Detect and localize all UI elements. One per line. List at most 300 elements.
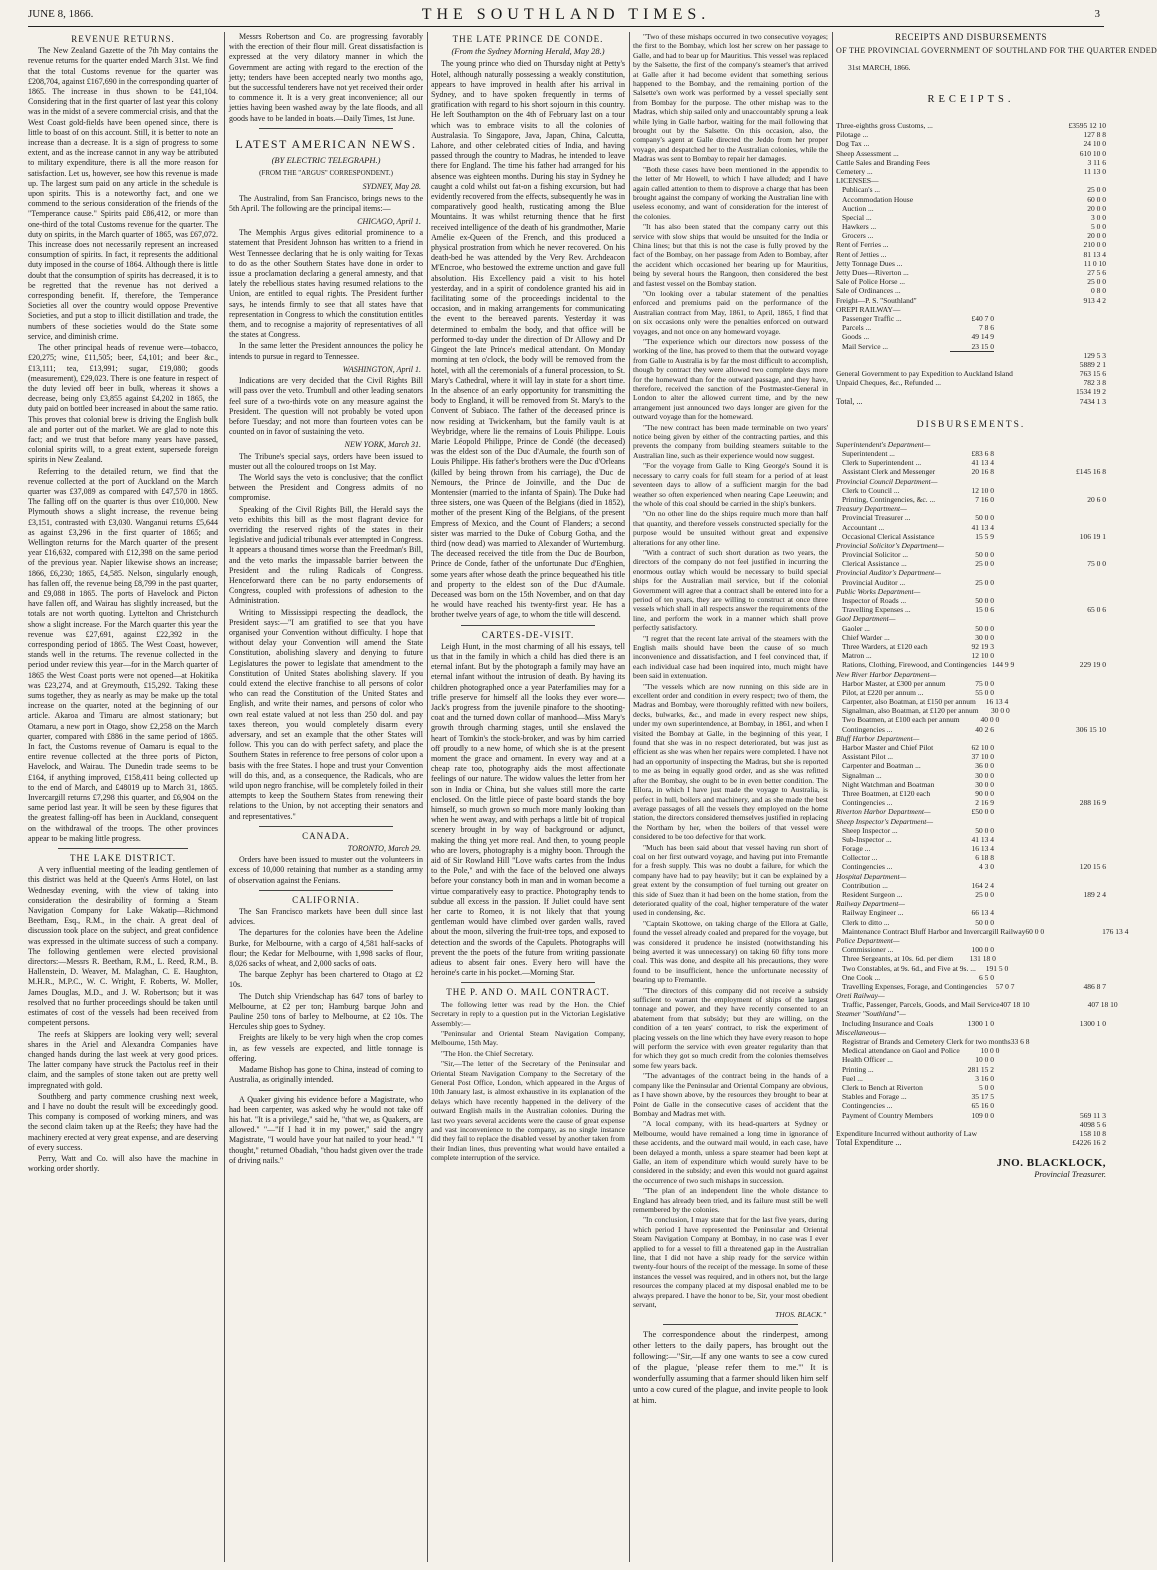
column-rule <box>832 32 833 1562</box>
account-total <box>1052 881 1106 890</box>
account-label: Railway Engineer ... <box>842 908 904 918</box>
account-amount: 50 0 0 <box>975 513 994 523</box>
account-amount: 35 17 5 <box>971 1092 994 1102</box>
account-label: Three-eighths gross Customs, ... <box>836 121 933 130</box>
account-total: 4098 5 6 <box>1079 1119 1106 1129</box>
account-total <box>1052 817 1106 826</box>
statement-heading: RECEIPTS AND DISBURSEMENTS <box>894 32 1048 42</box>
article-paragraph: "Both these cases have been mentioned in the appendix to the letter of Mr Howell, to which I have alluded; and I have again called attention to them to disprove a charge that has been brought against the company of working the Australian line with useless economy, and want of consideration for the interest of the colonies. <box>633 164 828 221</box>
account-row <box>836 633 1106 642</box>
account-row <box>836 1055 1106 1064</box>
account-total: 25 0 0 <box>1087 185 1106 195</box>
account-row <box>836 1019 1106 1028</box>
account-total <box>1052 743 1106 752</box>
account-label: Police Department— <box>836 935 900 945</box>
account-total: 11 13 0 <box>1083 166 1106 176</box>
account-row <box>836 332 1106 341</box>
account-amount: 2 16 9 <box>975 798 994 808</box>
account-label: Provincial Treasurer ... <box>842 513 911 523</box>
account-row <box>836 743 1106 752</box>
account-total <box>1057 1046 1106 1055</box>
section-divider <box>259 826 393 827</box>
account-total <box>1052 679 1106 688</box>
account-label: Public Works Department— <box>836 586 921 596</box>
account-amount <box>950 899 994 908</box>
section-divider <box>259 890 393 891</box>
account-label: Three Sergeants, at 10s. 6d. per diem <box>842 954 954 964</box>
account-total: 210 0 0 <box>1083 240 1106 250</box>
article-paragraph: "For the voyage from Galle to King George's Sound it is necessary to carry coals for full steam for a period of at least seventeen days to allow of a sufficient margin for the bad weather so often experienced when nearing Cape Leeuwin; and the whole of this coal should be carried in the ship's bunkers. <box>633 461 828 508</box>
article-paragraph: The other principal heads of revenue were—tobacco, £20,275; wine, £11,505; beer, £4,101; and beer &c., £13,111; tea, £13,991; sugar, £19,080; goods (measurement), £29,023. There is one feature in respect of the duty levied off beer in bulk, whereas it shows a decrease, being only £3,855 against £4,202 in 1865, the duty paid on bottled beer increased in about the same ratio. This proves that colonial brew is driving the English bulk ale and porter out of the market. We are glad to note this fact; and we trust that before many years have passed, colonial spirits will, to a great extent, supersede foreign spirits in New Zealand. <box>28 343 218 465</box>
page-number: 3 <box>1094 8 1100 20</box>
account-label: General Government to pay Expedition to Auckland Island <box>836 369 1013 379</box>
account-label: Two Constables, at 9s. 6d., and Five at 9s. ... <box>842 963 976 973</box>
article-paragraph: Madame Bishop has gone to China, instead of coming to Australia, as originally intended. <box>229 1065 423 1085</box>
account-label: Travelling Expenses ... <box>842 605 911 615</box>
account-amount: 407 18 10 <box>999 1000 1030 1010</box>
account-total <box>1052 1009 1106 1018</box>
account-total: 24 10 0 <box>1083 139 1106 149</box>
account-row <box>836 1037 1106 1046</box>
account-total: 1534 19 2 <box>1076 387 1106 397</box>
account-label: One Cook ... <box>842 972 881 982</box>
account-amount <box>977 1129 1009 1138</box>
account-row <box>836 761 1106 770</box>
account-amount: 40 0 0 <box>980 715 1000 725</box>
department-row <box>836 504 1106 513</box>
account-label <box>836 351 950 360</box>
account-label: Provincial Auditor ... <box>842 577 906 587</box>
article-paragraph: "On looking over a tabular statement of the penalties enforced and premiums paid on the performance of the Australian contract from May, 1861, to April, 1865, I find that on six occasions only were the penalties enforced on outward voyages, and not once on any homeward voyage. <box>633 288 828 336</box>
account-amount: 30 0 0 <box>991 706 1010 716</box>
account-total <box>1052 513 1106 522</box>
account-amount: 40 2 6 <box>975 724 994 734</box>
department-row <box>836 807 1106 816</box>
account-label: Health Officer ... <box>842 1055 893 1065</box>
masthead <box>28 6 1104 27</box>
account-row <box>836 486 1106 495</box>
account-row <box>836 605 1106 614</box>
account-label: Contingencies ... <box>842 862 893 872</box>
account-amount: 33 6 8 <box>1010 1037 1030 1046</box>
account-amount: 75 0 0 <box>975 678 994 688</box>
account-label: Gaoler ... <box>842 623 870 633</box>
account-total: 75 0 0 <box>1087 559 1106 569</box>
account-label: Rations, Clothing, Firewood, and Contingencies <box>842 660 987 670</box>
account-amount <box>950 378 994 387</box>
account-total: 20 6 0 <box>1087 494 1106 504</box>
account-label: Resident Surgeon ... <box>842 890 903 899</box>
account-row <box>836 1065 1106 1074</box>
financial-statement <box>836 32 1157 1562</box>
section-divider <box>58 848 188 849</box>
article-paragraph: The Dutch ship Vriendschap has 647 tons of barley to Melbourne, at £2 per ton; Hamburg barque John and Pauline 250 tons of barley to Melbourne, at £2 10s. The Hercules ship goes to Sydney. <box>229 991 423 1032</box>
account-label: Rent of Ferries ... <box>836 240 889 250</box>
account-label: Accountant ... <box>842 522 885 532</box>
account-label: New River Harbor Department— <box>836 669 937 679</box>
account-amount: 10 0 0 <box>975 1055 994 1065</box>
account-label: Printing ... <box>842 1064 874 1074</box>
account-total: 288 16 9 <box>1079 798 1106 808</box>
account-row <box>836 706 1106 715</box>
account-amount: 20 16 8 <box>971 467 994 477</box>
account-amount <box>950 130 994 139</box>
account-amount <box>950 936 994 945</box>
account-amount: 6 18 8 <box>975 853 994 863</box>
article-paragraph: The correspondence about the rinderpest, among other letters to the daily papers, has brought out the following:—"Sir,—If any one wants to see a cow cured of the plague, 'please refer them to me.'" It is wonderfully assuming that a farmer should liken him self unto a cow cured of the plague, and invite people to look at him. <box>633 1328 828 1405</box>
dateline: TORONTO, March 29. <box>347 844 421 854</box>
account-label: Dog Tax ... <box>836 139 870 149</box>
account-amount: 25 0 0 <box>975 559 994 569</box>
account-label: Passenger Traffic ... <box>842 313 902 323</box>
account-total: 763 15 6 <box>1079 369 1106 379</box>
account-label: Harbor Master, at £300 per annum <box>842 678 946 688</box>
article-paragraph: Southberg and party commence crushing next week, and I have no doubt the result will be exceedingly good. This company is composed of working miners, and was the second claim taken up at the Reefs; they have had the machinery erected at very great expense, and are deserving of every success. <box>28 1091 218 1152</box>
account-amount: 49 14 9 <box>971 332 994 342</box>
account-total <box>1052 504 1106 513</box>
account-label: Matron ... <box>842 651 872 661</box>
account-row <box>836 1111 1106 1120</box>
account-amount <box>950 296 994 305</box>
article-paragraph: Indications are very decided that the Civil Rights Bill will pass over the veto. Trumbull and other leading senators feel sure of a two-thirds vote on any measure against the President. The question will not probably be voted upon before Tuesday; and not more than fourteen votes can be counted on in favor of sustaining the veto. <box>229 376 423 437</box>
account-label: Pilot, at £220 per annum ... <box>842 687 924 697</box>
article-paragraph: "Captain Skottowe, on taking charge of the Ellora at Galle, found the vessel already coaled and prepared for the voyage, but was considered it prudence he insisted (notwithstanding his being averted it was unnecessary) on taking 60 fifty tons more coal. This was done, and despite all his precautions, they were found to be insufficient, hence the unfortunate necessity of bearing up to Fremantle. <box>633 918 828 985</box>
account-amount: £50 0 0 <box>971 807 994 817</box>
account-total <box>1087 1037 1106 1046</box>
article-paragraph: The Memphis Argus gives editorial prominence to a statement that President Johnson has written to a friend in West Tennessee declaring that he is only waiting for Texas to do as the other Southern States have done in order to issue a proclamation declaring a general amnesty, and that lately the rebellious states having resumed relations to the Union, are entitled to equal rights. The President further says, he intends firmly to see that all states have that representation in Congress to which the constitution entitles them, and to recognise a majority of representatives of all the states at Congress. <box>229 228 423 340</box>
account-label: Total, ... <box>836 396 863 406</box>
account-label: Night Watchman and Boatman <box>842 779 935 789</box>
article-paragraph: "Sir,—The letter of the Secretary of the Peninsular and Oriental Steam Navigation Company to the Secretary of the General Post Office, London, which appeared in the Argus of 10th January last, is almost exhaustive in its explanation of the delays which have recently happened in the delivery of the outward English mails in the Australian colonies. During the last two years several accidents were the cause of great expense and vast inconvenience to the company, as no single instance did they fail to replace the disabled vessel by another taken from their Indian lines, thus preventing what would have entailed a complete interruption of the service. <box>431 1059 625 1163</box>
account-total: 11 0 10 <box>1083 258 1106 268</box>
article-paragraph: Leigh Hunt, in the most charming of all his essays, tell us that in the family in which a child has died there is an eternal infant. But by the photograph a family may have an eternal infant without the intrusion of death. By having its children photographed once a year Paterfamilies may for a trifle preserve for himself all the looks they ever wore—Jack's progress from the juvenile pinafore to the shooting-coat and the turned down collar of manhood—Miss Mary's growth through charming stages, until she enslaved the heart of Tomkin's the stock-broker, and was by him carried off proudly to a new home, of which she is at the present moment the grace and ornament. In every way and at a cheap rate too, photography aids the most affectionate feelings of our nature. The widow values the letter from her son in India or China, but she values still more the carte enclosed. On the little piece of paste board stands the boy himself, so much grown so much more manly looking than when he went away, and with perhaps a little bit of tropical scenery brought in by way of background or adjunct, making the thing yet more real. And then, to young people who are lovers, photography is a mighty boon. Through the aid of Sir Rowland Hill "Love wafts cartes from the Indus to the Pole," and with the face of the beloved one always before your constancy both in man and in woman become a virtue comparatively easy to practice. Photography tends to subdue all excess in the passion. If Juliet could have sent her carte to Romeo, it is not likely that that young gentleman would have climbed over garden walls, raved about the moon, silvering the fruit-tree tops, and exposed to detection and the swords of the Capulets. Photographs will prevent the the poets of the future from writing passionate adieus to absent fair ones. Every hero will have the heroine's carte in his pocket.—Morning Star. <box>431 641 625 978</box>
account-label: Superintendent ... <box>842 449 895 458</box>
account-label: Bluff Harbor Department— <box>836 733 920 743</box>
article-paragraph: The Australind, from San Francisco, brings news to the 5th April. The following are the principal items:— <box>229 193 423 213</box>
account-row <box>836 853 1106 862</box>
department-row <box>836 440 1106 449</box>
account-row <box>836 1046 1106 1055</box>
article-paragraph: "It has also been stated that the company carry out this service with slow ships that would be unsuited for the India or China lines; but that this is not the case is fully proved by the fact of the Bombay, on her passage from Aden to Bombay, after the accident which occasioned her bearing up for Mauritius, being by several hours the Rangoon, then considered the best and fastest vessel on the Bombay station. <box>633 222 828 288</box>
account-total <box>1052 1028 1106 1037</box>
account-amount: 15 0 6 <box>975 605 994 615</box>
article-paragraph: The Tribune's special says, orders have been issued to muster out all the coloured troops on 1st May. <box>229 451 423 471</box>
account-row <box>836 624 1106 633</box>
account-amount: 37 10 0 <box>971 752 994 762</box>
account-total <box>1052 853 1106 862</box>
account-label: Superintendent's Department— <box>836 439 931 449</box>
account-amount: 30 0 0 <box>975 779 994 789</box>
account-total: 306 15 10 <box>1076 724 1106 734</box>
account-total <box>1052 642 1106 651</box>
account-row <box>836 369 1106 378</box>
article-heading-cartes: CARTES-DE-VISIT. <box>481 629 575 640</box>
account-amount <box>950 477 994 486</box>
account-total <box>1052 614 1106 623</box>
account-row <box>836 1138 1106 1147</box>
column-2 <box>229 32 423 1562</box>
account-row <box>836 149 1106 158</box>
account-label: Steamer "Southland"— <box>836 1009 906 1019</box>
account-total: 0 8 0 <box>1091 286 1106 296</box>
account-amount: 41 13 4 <box>971 834 994 844</box>
account-label: Railway Department— <box>836 899 905 909</box>
account-row <box>836 360 1106 369</box>
section-divider <box>259 128 393 129</box>
article-paragraph: Messrs Robertson and Co. are progressing favorably with the erection of their flour mill. Great dissatisfaction is expressed at the very dilatory manner in which the Government are acting with regard to the erection of the jetty; tenders have been accepted nearly two months ago, but the successful tenderers have not yet received their order to commence it. It is a very great inconvenience; all our jetties having been washed away by the late floods, and all goods have to be landed in boats.—Daily Times, 1st June. <box>229 32 423 123</box>
account-row <box>836 222 1106 231</box>
article-paragraph: "The experience which our directors now possess of the working of the line, has proved to them that the outward voyage from Galle to Australia is by far the most difficult to accomplish, though by contract they were allowed two complete days more for the homeward than for the outward passage, and they have, therefore, received the sanction of the Postmaster-General in London to alter the allowed current time, and by the new arrangement just announced two days longer are given for the outward voyage than for the homeward. <box>633 337 828 422</box>
account-total <box>1068 706 1106 715</box>
account-row <box>836 679 1106 688</box>
account-label: Contingencies ... <box>842 798 893 808</box>
account-label: Sheep Assessment ... <box>836 148 899 158</box>
article-paragraph: "The directors of this company did not receive a subsidy sufficient to warrant the employment of ships of the largest tonnage and power, and they have recently consented to an abatement from that subsidy; but they are willing, on the condition of a ten years' contract, to risk the experiment of placing vessels on the line which they have every reason to hope will perform the service with even greater regularity than that for which they got so much credit from the colonies themselves some few years back. <box>633 985 828 1070</box>
account-total <box>1052 578 1106 587</box>
account-amount: 4 3 0 <box>979 862 994 872</box>
account-amount <box>950 286 994 295</box>
account-label: Including Insurance and Coals <box>842 1018 934 1028</box>
account-amount: 90 0 0 <box>975 788 994 798</box>
account-row <box>836 642 1106 651</box>
account-amount: 23 15 0 <box>971 341 994 351</box>
account-amount: 30 0 0 <box>975 632 994 642</box>
account-label: Contribution ... <box>842 880 888 890</box>
account-total: 106 19 1 <box>1079 531 1106 541</box>
account-row <box>836 250 1106 259</box>
account-amount: 15 5 9 <box>975 531 994 541</box>
account-row <box>836 195 1106 204</box>
account-row <box>836 918 1106 927</box>
article-heading-mail: THE P. AND O. MAIL CONTRACT. <box>446 987 610 998</box>
account-row <box>836 881 1106 890</box>
account-label: Registrar of Brands and Cemetery Clerk for two months <box>842 1037 1011 1046</box>
department-row <box>836 568 1106 577</box>
account-label: Forage ... <box>842 844 871 854</box>
account-row <box>836 449 1106 458</box>
account-row <box>836 798 1106 807</box>
account-amount: 62 10 0 <box>971 743 994 752</box>
article-paragraph: Writing to Mississippi respecting the deadlock, the President says:—"I am gratified to see that you have organised your Convention without difficulty. I hope that without delay your Convention will amend the State Constitution, abolishing slavery and denying to future Legislatures the power to legislate that amendment to the Constitution of United States abolishing slavery. If you could extend the elective franchise to all persons of color who can read the Constitution of the United States and English, and write their names, and persons of color who own real estate valued at not less than 250 dol. and pay taxes thereon, you would completely disarm every adversary, and set an example that the other States will follow. This you can do with perfect safety, and place the Southern States in reference to free persons of color upon a basis with the free States. I hope and trust your Convention will do this, and, as a consequence, the Radicals, who are wild upon negro franchise, will be completely foiled in their attempts to keep the Southern States from renewing their relations to the Union, by not accepting their senators and and representatives." <box>229 607 423 821</box>
account-total <box>1052 1074 1106 1083</box>
account-row <box>836 1129 1106 1138</box>
account-label: Hospital Department— <box>836 871 907 881</box>
account-total <box>1052 752 1106 761</box>
article-paragraph: The young prince who died on Thursday night at Petty's Hotel, although naturally possessing a weakly constitution, appears to have improved in health after his arrival in Sydney, and to have spoken frequently in terms of gratification with regard to his short sojourn in this country. He left Southampton on the 4th of February last on a tour which was to embrace visits to all the colonies of Australasia. To Singapore, Java, Japan, China, Calcutta, Lahore, and other celebrated cities of India, and having passed through the country to Madras, he intended to leave there for England. The time his father had arranged for his absence was eighteen months. During his stay in Sydney he caught a cold whilst out fat-on a fishing excursion, but had evidently recovered from the effects, subsequently he was in comparatively good health, rusticating among the Blue Mountains. It was whilst returning thence that he first received intelligence of the death of his grandmother, Marie Amélie ex-Queen of the French, and this produced a physical prostration from which he never recovered. On his death-bed he was attended by the Very Rev. Archdeacon M'Encroe, who bestowed the extreme unction and gave full absolution. His Excellency paid a visit to his hotel yesterday, and in a spirit of condolence granted his aid in facilitating some of the proceedings incidental to the occasion, and in making arrangements for communicating the event to the bereaved parents. Yesterday it was determined to embalm the body, and that office will be performed to-day under the direction of Dr Allowy and Dr Gingeot the late Prince's medical attendant. On Monday morning at ten o'clock, the body will be removed from the hotel, with all the ceremonials of a funeral procession, to St. Mary's Cathedral, where it will lay in state for a short time. In the absence of an early opportunity for transmitting the body to England, it will be removed from St. Mary's to the Convent of Subiaco. The father of the deceased prince is now residing at Twickenham, but the family vault is at Weybridge, where lie the remains of Louis Philippe. Louis Marie Léopold Philippe, Prince de Condé (the deceased) was the eldest son of the Duc d'Aumale, the fourth son of Louis Philippe. His father's brothers were the Duc d'Orleans (killed by being thrown from his carriage), the Duc de Nemours, the Prince de Joinville, and the Duc de Montensier (married to the infanta of Spain). The Duke had three sisters, one was Queen of the Belgians (died in 1852), mother of the present King of the Belgians, of the present Empress of Mexico, and the Count of Flanders; a second sister was married to the Duke of Coburg Gotha, and the third (now dead) was married to Alexander of Wurtemburg. The deceased received the title from the Duc de Bourbon, Prince de Conde, father of the unfortunate Duc d'Enghien, some years after whose death the prince bequeathed his title and property to the eldest son of the Duc d'Aumale. Deceased was born on the 15th November, and on that day he would have reached his twenty-first year. He has a brother twelve years of age, to whom the title will descend. <box>431 59 625 620</box>
account-row <box>836 660 1106 669</box>
account-row <box>836 167 1106 176</box>
account-total <box>1052 1055 1106 1064</box>
account-label: Special ... <box>842 212 872 222</box>
account-total <box>1052 688 1106 697</box>
account-row <box>836 204 1106 213</box>
account-total <box>1052 1101 1106 1110</box>
account-label: Stables and Forage ... <box>842 1092 907 1102</box>
account-amount <box>950 195 994 204</box>
account-row <box>836 296 1106 305</box>
column-rule <box>427 32 428 1562</box>
column-1 <box>28 32 218 1562</box>
account-row <box>836 305 1106 314</box>
article-paragraph: Referring to the detailed return, we find that the revenue collected at the port of Auckland on the March quarter was £37,089 as compared with £47,570 in 1865. The falling off on the quarter is thus over £10,000. New Plymouth shows a slight increase, the revenue being £3,151, contrasted with £3,030. Wanganui returns £5,644 as against £3,296 in the first quarter of 1865; and Wellington returns for the March quarter of the present year £16,632, compared with £12,398 on the same period of the previous year. Napier likewise shows an increase; 1866, £6,230; 1865, £4,585. Nelson, singularly enough, has fallen off, the revenue being £8,799 in the past quarter, and £9,088 in 1865. The ports of Havelock and Picton have fallen off, and Wairau has slightly increased, but the totals are not worth quoting. Lyttelton and Christchurch show a slight increase. For the March quarter this year the revenue was £27,691, against £22,392 in the corresponding period of 1865. The West Coast, however, stands well in the returns. The revenue collected in the period under review this year—for in the March quarter of 1865 the West Coast ports were not opened—at Hokitika was £23,274, and at Greymouth, £15,292. Taking these sums together, they as nearly as may be make up the total increase on the quarter, noted at the beginning of our article. Akaroa and Timaru are almost stationary; but Otamaru, a new port in Otago, show £2,258 on the March quarter, compared with £886 in the same period of 1865. In fact, the Customs revenue of Oamaru is equal to the entire revenue collected at the three ports of Picton, Havelock, and Wairau. The Dunedin trade seems to be £164, if anything improved, £158,411 being collected up to the end of March, and £48019 up to March 31, 1865. Invercargill returns £7,298 this quarter, and £6,904 on the same period last year. It will be seen by these figures that the greatest falling-off has been in Auckland, consequent on the withdrawal of the troops. The other provinces appear to be making little progress. <box>28 466 218 843</box>
account-amount: 3 16 0 <box>975 1073 994 1083</box>
account-label: Cemetery ... <box>836 166 873 176</box>
account-total <box>1052 670 1106 679</box>
account-amount: 50 0 0 <box>975 623 994 633</box>
account-total <box>1052 477 1106 486</box>
account-row <box>836 559 1106 568</box>
treasurer-title: Provincial Treasurer. <box>1034 1169 1106 1180</box>
account-row <box>836 1083 1106 1092</box>
account-total: 782 3 8 <box>1083 378 1106 388</box>
account-amount <box>950 139 994 148</box>
account-amount <box>950 250 994 259</box>
account-total <box>1052 807 1106 816</box>
account-total: 158 10 8 <box>1079 1128 1106 1138</box>
account-total <box>1052 908 1106 917</box>
account-row <box>836 314 1106 323</box>
account-label: Accommodation House <box>842 194 914 204</box>
account-amount: £83 6 8 <box>971 449 994 458</box>
account-amount: 50 0 0 <box>975 596 994 605</box>
account-amount <box>950 817 994 826</box>
account-row <box>836 387 1106 396</box>
column-rule <box>629 32 630 1562</box>
account-total <box>1052 568 1106 577</box>
account-label: Pilotage ... <box>836 130 869 140</box>
account-total <box>1052 826 1106 835</box>
account-amount <box>950 1009 994 1018</box>
account-amount <box>950 397 994 406</box>
account-row <box>836 752 1106 761</box>
department-row <box>836 1028 1106 1037</box>
account-row <box>836 176 1106 185</box>
article-heading-revenue: REVENUE RETURNS. <box>71 34 175 44</box>
account-amount <box>950 670 994 679</box>
account-label: Freight—P. S. "Southland" <box>836 295 917 305</box>
account-label: Expenditure Incurred without authority of Law <box>836 1128 977 1138</box>
account-label: Sale of Ordinances ... <box>836 286 901 296</box>
account-total <box>1052 176 1106 185</box>
account-amount <box>950 1120 994 1129</box>
account-label: Contingencies ... <box>842 724 893 734</box>
department-row <box>836 1009 1106 1018</box>
column-4 <box>633 32 828 1562</box>
account-row <box>836 945 1106 954</box>
column-3 <box>431 32 625 1562</box>
account-amount <box>1013 369 1022 378</box>
account-row <box>836 844 1106 853</box>
account-label: Traffic, Passenger, Parcels, Goods, and Mail Service <box>842 1000 1000 1010</box>
account-total: £3595 12 10 <box>1068 121 1106 130</box>
account-amount <box>950 185 994 194</box>
account-total: 5 0 0 <box>1091 222 1106 232</box>
account-label: Clerk to ditto ... <box>842 917 890 927</box>
account-label: Cattle Sales and Branding Fees <box>836 157 930 167</box>
article-subheading: (BY ELECTRIC TELEGRAPH.) <box>271 155 381 166</box>
account-row <box>836 890 1106 899</box>
account-amount: 1300 1 0 <box>967 1018 994 1028</box>
account-amount <box>950 1028 994 1037</box>
account-row <box>836 513 1106 522</box>
account-row <box>836 286 1106 295</box>
article-paragraph: "On no other line do the ships require much more than half that quantity, and therefore vessels constructed specially for the purpose would be unsuited without great and expensive alterations for any other line. <box>633 509 828 547</box>
letter-address: "The Hon. the Chief Secretary. <box>441 1048 534 1058</box>
account-label: Sub-Inspector ... <box>842 834 892 844</box>
account-amount: 50 0 0 <box>975 550 994 560</box>
account-label: Sale of Police Horse ... <box>836 277 905 287</box>
account-amount <box>950 872 994 881</box>
issue-date: JUNE 8, 1866. <box>28 8 94 20</box>
account-amount: 12 10 0 <box>971 485 994 495</box>
account-row <box>836 780 1106 789</box>
account-total <box>1052 624 1106 633</box>
account-total <box>1052 761 1106 770</box>
account-label: Signalman ... <box>842 770 882 780</box>
account-row <box>836 240 1106 249</box>
account-row <box>836 523 1106 532</box>
account-amount <box>950 991 994 1000</box>
account-total <box>1052 936 1106 945</box>
account-amount: 30 0 0 <box>975 770 994 780</box>
article-paragraph: "The plan of an independent line the whole distance to England has already been tried, and its failure must still be well remembered by the colonies. <box>633 1186 828 1214</box>
account-amount <box>950 222 994 231</box>
column-rule <box>224 32 225 1562</box>
account-label: Occasional Clerical Assistance <box>842 531 935 541</box>
account-total: 120 15 6 <box>1079 862 1106 872</box>
account-row <box>836 231 1106 240</box>
account-row <box>836 185 1106 194</box>
account-amount: 144 9 9 <box>991 660 1015 670</box>
account-row <box>836 1101 1106 1110</box>
account-total: 20 0 0 <box>1087 203 1106 213</box>
treasurer-signature: JNO. BLACKLOCK, <box>996 1157 1106 1170</box>
account-row <box>836 973 1106 982</box>
department-row <box>836 670 1106 679</box>
account-row <box>836 378 1106 387</box>
account-label: Total Expenditure ... <box>836 1138 902 1148</box>
account-amount: £40 7 0 <box>971 313 994 323</box>
department-row <box>836 587 1106 596</box>
account-total: 407 18 10 <box>1087 1000 1118 1010</box>
article-heading-california: CALIFORNIA. <box>292 894 360 905</box>
account-total <box>1052 314 1106 323</box>
account-label: Hawkers ... <box>842 222 877 232</box>
account-total <box>1057 715 1106 724</box>
account-total: 229 19 0 <box>1079 660 1106 670</box>
account-amount <box>950 259 994 268</box>
letter-signoff: THOS. BLACK." <box>775 1310 826 1320</box>
account-total <box>1052 332 1106 341</box>
newspaper-title: THE SOUTHLAND TIMES. <box>421 6 711 23</box>
department-row <box>836 899 1106 908</box>
account-amount <box>950 204 994 213</box>
account-total <box>1052 789 1106 798</box>
account-total <box>1066 964 1106 973</box>
account-row <box>836 1074 1106 1083</box>
article-heading-american: LATEST AMERICAN NEWS. <box>235 136 417 151</box>
account-label: Three Warders, at £120 each <box>842 641 928 651</box>
account-total: 7434 1 3 <box>1079 396 1106 406</box>
account-total <box>1052 835 1106 844</box>
account-amount: 41 13 4 <box>971 522 994 532</box>
account-label: OREPI RAILWAY— <box>836 304 901 314</box>
account-row <box>836 908 1106 917</box>
account-row <box>836 213 1106 222</box>
account-amount <box>950 167 994 176</box>
section-divider <box>461 982 595 983</box>
account-amount: 131 18 0 <box>969 954 996 964</box>
